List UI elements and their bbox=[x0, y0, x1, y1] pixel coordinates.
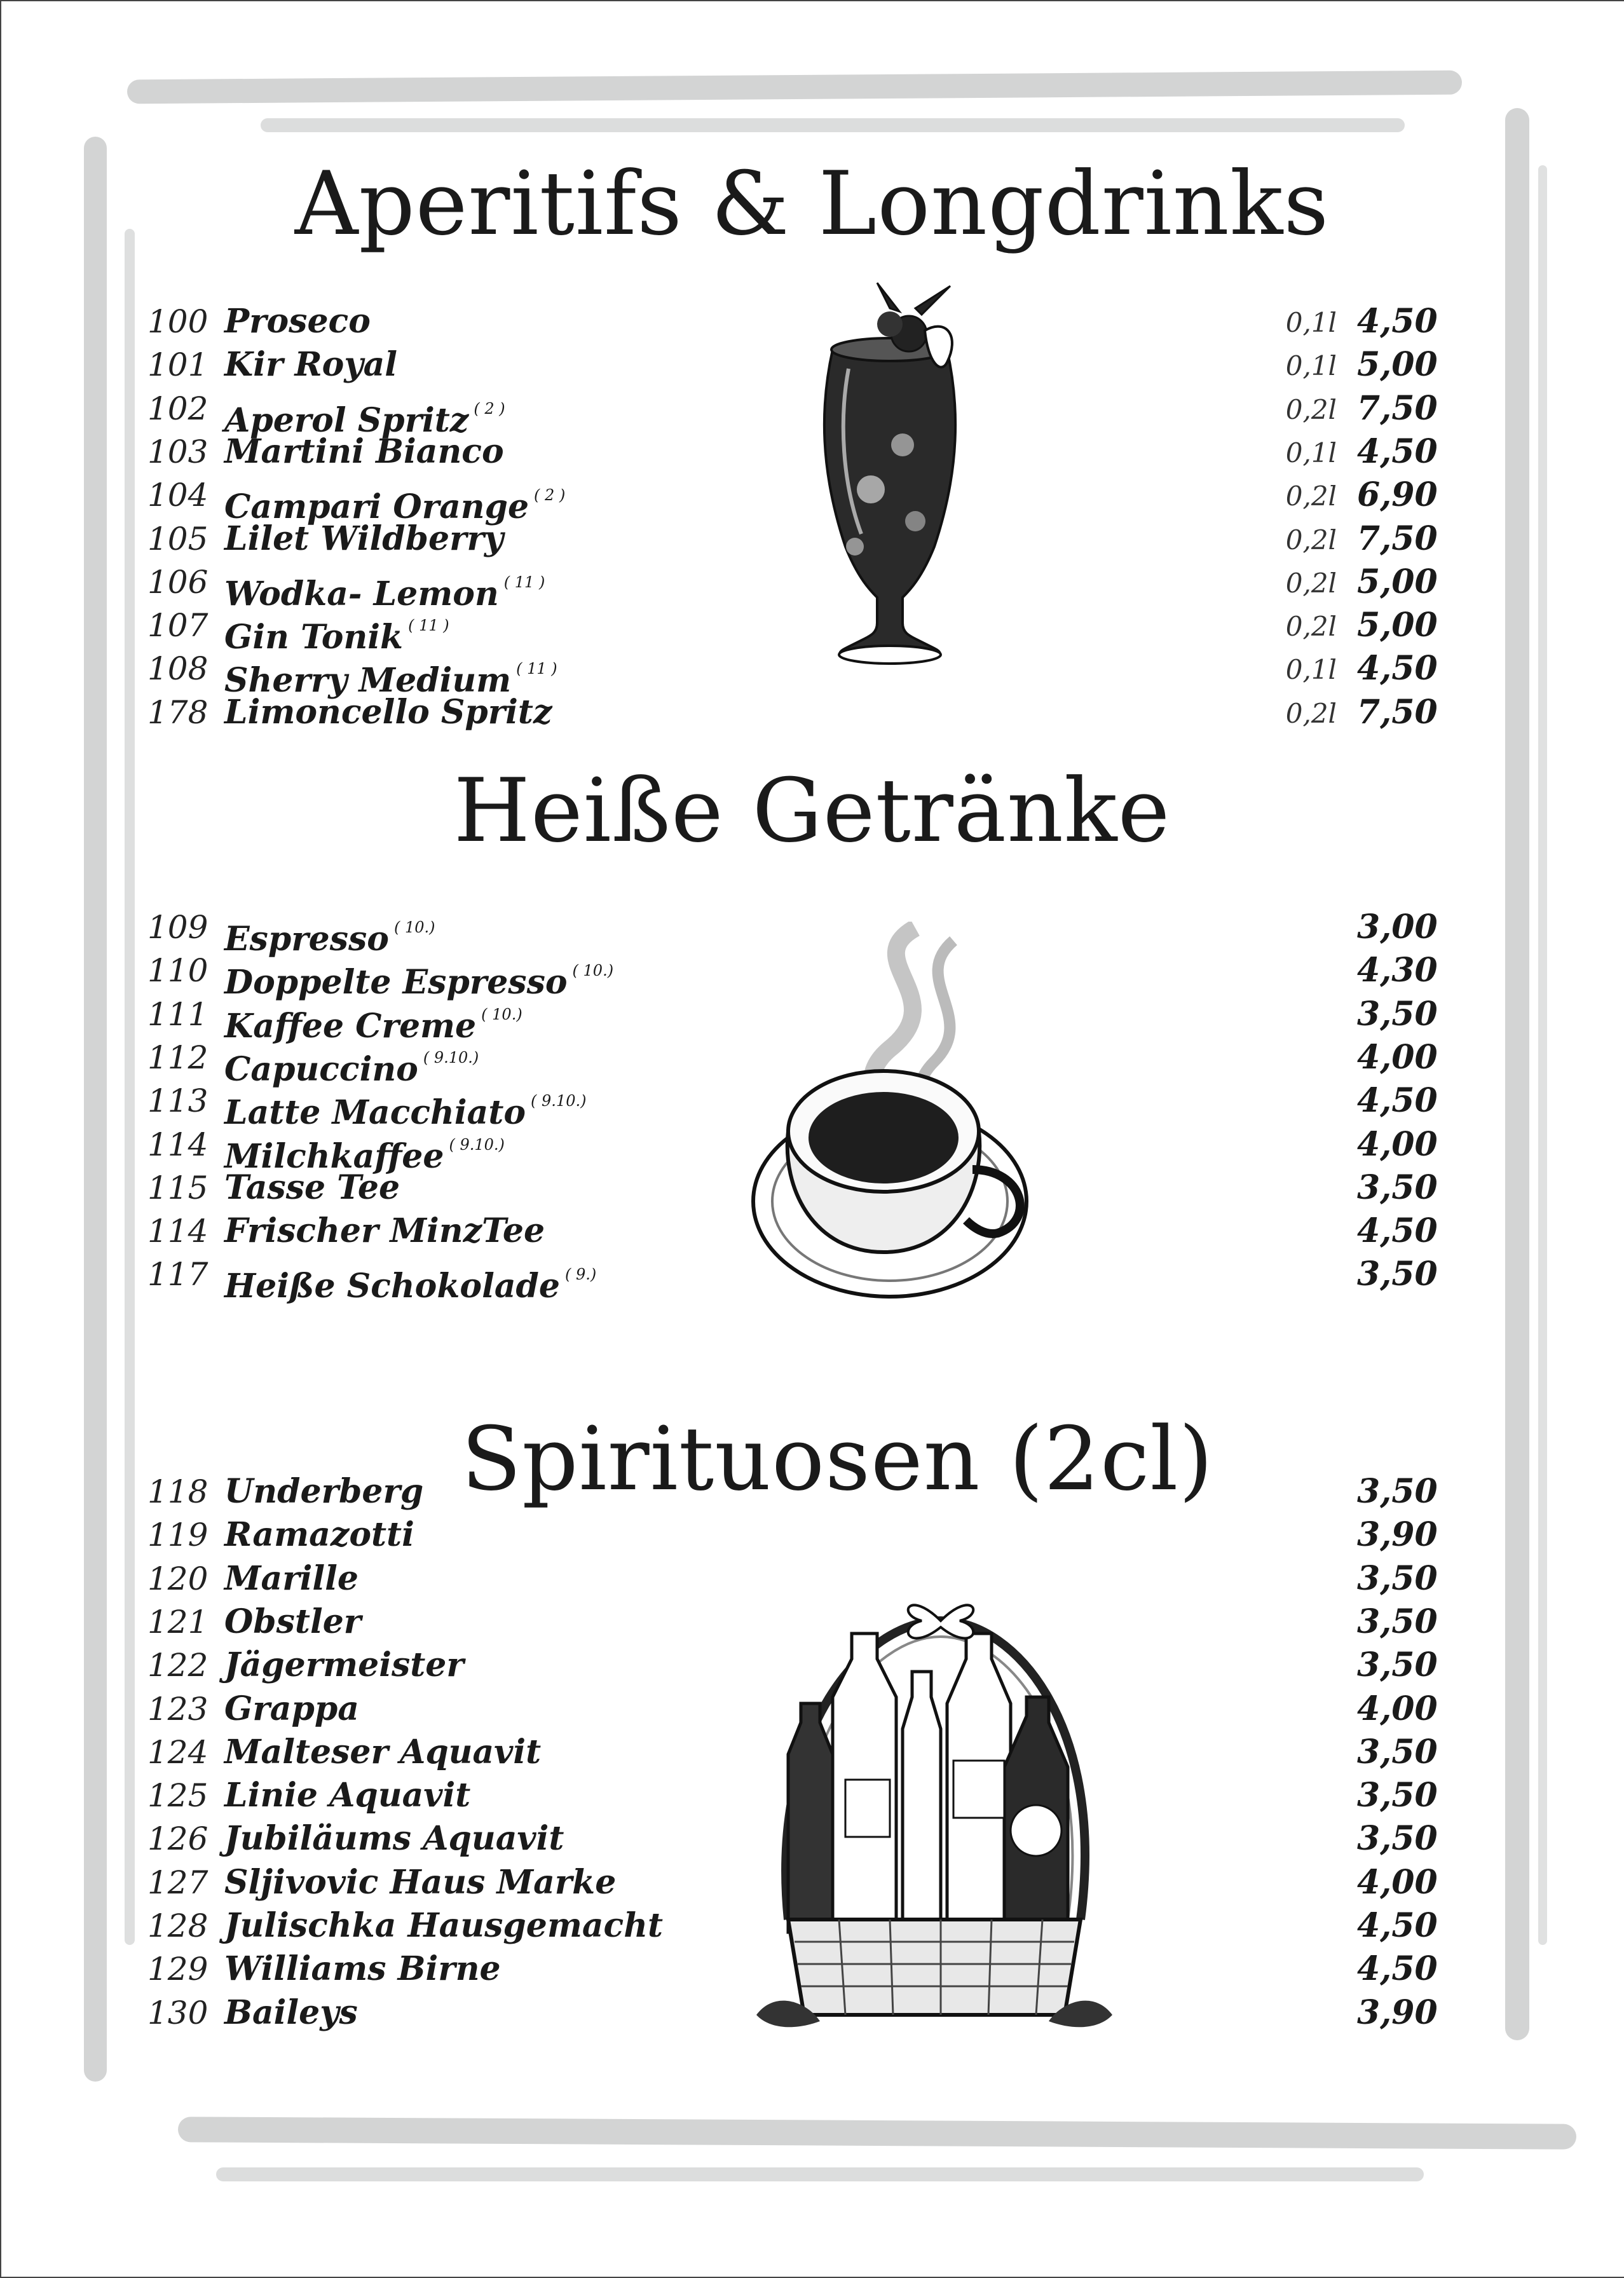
item-name-text: Latte Macchiato bbox=[224, 1093, 526, 1133]
item-name bbox=[224, 300, 371, 343]
section-title-aperitifs: Aperitifs & Longdrinks bbox=[294, 153, 1330, 255]
item-price: 3,50 bbox=[1357, 1255, 1438, 1294]
item-price: 4,50 bbox=[1357, 1081, 1438, 1121]
item-name bbox=[224, 1774, 470, 1817]
item-price: 3,50 bbox=[1357, 1646, 1438, 1685]
item-price: 4,30 bbox=[1357, 951, 1438, 990]
item-number: 103 bbox=[147, 433, 208, 470]
item-name-text: Heiße Schokolade bbox=[224, 1267, 560, 1306]
item-number: 111 bbox=[147, 995, 208, 1033]
item-number: 178 bbox=[147, 693, 208, 731]
item-name-text: Ramazotti bbox=[224, 1515, 414, 1555]
item-number: 110 bbox=[147, 952, 208, 990]
item-name-text: Sherry Medium bbox=[224, 661, 512, 700]
item-number: 114 bbox=[147, 1126, 208, 1163]
section-title-hot-drinks: Heiße Getränke bbox=[453, 760, 1171, 862]
item-name-text: Limoncello Spritz bbox=[224, 692, 552, 732]
item-price: 4,00 bbox=[1357, 1689, 1438, 1728]
item-name-text: Kaffee Creme bbox=[224, 1006, 477, 1046]
item-price: 3,50 bbox=[1357, 1472, 1438, 1511]
item-number: 122 bbox=[147, 1647, 208, 1684]
cocktail-glass-icon bbox=[795, 280, 985, 680]
item-number: 115 bbox=[147, 1169, 208, 1206]
item-number: 119 bbox=[147, 1517, 208, 1554]
item-volume: 0,2l bbox=[1285, 567, 1337, 599]
item-number: 129 bbox=[147, 1951, 208, 1988]
item-number: 123 bbox=[147, 1690, 208, 1728]
item-price: 5,00 bbox=[1357, 562, 1438, 601]
item-number: 105 bbox=[147, 520, 208, 557]
additive-note: ( 10.) bbox=[481, 1005, 522, 1023]
item-name-text: Julischka Hausgemacht bbox=[224, 1906, 664, 1945]
item-name-text: Gin Tonik bbox=[224, 618, 404, 657]
item-price: 4,50 bbox=[1357, 1949, 1438, 1989]
item-number: 114 bbox=[147, 1213, 208, 1250]
item-volume: 0,2l bbox=[1285, 393, 1337, 425]
item-price: 4,50 bbox=[1357, 432, 1438, 471]
item-name bbox=[224, 1513, 414, 1557]
item-name bbox=[224, 1644, 464, 1687]
item-number: 112 bbox=[147, 1039, 208, 1076]
item-volume: 0,1l bbox=[1285, 437, 1337, 468]
item-price: 3,50 bbox=[1357, 1558, 1438, 1598]
item-number: 106 bbox=[147, 563, 208, 601]
additive-note: ( 11 ) bbox=[516, 660, 557, 678]
item-price: 3,90 bbox=[1357, 1515, 1438, 1555]
coffee-cup-icon bbox=[744, 922, 1042, 1316]
item-number: 102 bbox=[147, 390, 208, 427]
item-name bbox=[224, 1947, 501, 1991]
item-name-text: Williams Birne bbox=[224, 1949, 501, 1989]
item-price: 3,50 bbox=[1357, 1732, 1438, 1771]
item-name bbox=[224, 1470, 423, 1513]
item-price: 4,50 bbox=[1357, 302, 1438, 341]
item-price: 3,50 bbox=[1357, 1819, 1438, 1859]
item-name bbox=[224, 1253, 596, 1308]
item-name-text: Grappa bbox=[224, 1689, 359, 1728]
item-price: 4,00 bbox=[1357, 1862, 1438, 1902]
additive-note: ( 10.) bbox=[572, 962, 614, 980]
item-number: 104 bbox=[147, 477, 208, 514]
item-price: 3,90 bbox=[1357, 1993, 1438, 2032]
item-price: 3,50 bbox=[1357, 1168, 1438, 1207]
item-name-text: Frischer MinzTee bbox=[224, 1211, 545, 1251]
item-name-text: Proseco bbox=[224, 302, 371, 341]
item-name bbox=[224, 1731, 541, 1774]
item-price: 4,00 bbox=[1357, 1037, 1438, 1077]
item-number: 118 bbox=[147, 1473, 208, 1510]
item-name-text: Obstler bbox=[224, 1602, 362, 1641]
item-name-text: Kir Royal bbox=[224, 345, 398, 385]
item-number: 101 bbox=[147, 346, 208, 384]
item-name-text: Jägermeister bbox=[224, 1646, 464, 1685]
item-name-text: Milchkaffee bbox=[224, 1136, 444, 1176]
item-name bbox=[224, 1166, 400, 1210]
item-price: 7,50 bbox=[1357, 388, 1438, 428]
item-name bbox=[224, 1904, 663, 1947]
item-name bbox=[224, 1600, 361, 1644]
additive-note: ( 11 ) bbox=[503, 573, 545, 591]
item-name bbox=[224, 1817, 564, 1860]
additive-note: ( 2 ) bbox=[474, 399, 505, 418]
item-number: 121 bbox=[147, 1603, 208, 1640]
item-volume: 0,2l bbox=[1285, 611, 1337, 643]
item-name bbox=[224, 430, 504, 474]
item-number: 126 bbox=[147, 1820, 208, 1858]
item-price: 5,00 bbox=[1357, 345, 1438, 385]
item-name-text: Underberg bbox=[224, 1472, 424, 1511]
item-name bbox=[224, 1991, 358, 2035]
item-volume: 0,2l bbox=[1285, 524, 1337, 556]
additive-note: ( 10.) bbox=[393, 918, 435, 936]
item-name-text: Capuccino bbox=[224, 1049, 418, 1089]
item-name-text: Malteser Aquavit bbox=[224, 1732, 542, 1771]
item-name-text: Martini Bianco bbox=[224, 432, 504, 471]
item-price: 3,00 bbox=[1357, 908, 1438, 946]
item-name-text: Campari Orange bbox=[224, 488, 529, 527]
item-number: 117 bbox=[147, 1256, 208, 1293]
item-price: 3,50 bbox=[1357, 1776, 1438, 1815]
item-name-text: Wodka- Lemon bbox=[224, 574, 499, 613]
item-name-text: Tasse Tee bbox=[224, 1168, 400, 1207]
additive-note: ( 9.) bbox=[564, 1265, 597, 1284]
item-volume: 0,1l bbox=[1285, 350, 1337, 382]
item-name bbox=[224, 517, 503, 561]
section-title-spirits: Spirituosen (2cl) bbox=[461, 1408, 1214, 1510]
item-name bbox=[224, 1557, 358, 1600]
item-price: 4,50 bbox=[1357, 1906, 1438, 1945]
item-volume: 0,1l bbox=[1285, 307, 1337, 338]
item-price: 4,50 bbox=[1357, 1211, 1438, 1251]
item-name-text: Lilet Wildberry bbox=[224, 519, 504, 558]
item-name-text: Sljivovic Haus Marke bbox=[224, 1862, 617, 1902]
bottle-basket-icon bbox=[750, 1576, 1119, 2034]
menu-row bbox=[0, 1470, 1624, 1513]
item-name-text: Jubiläums Aquavit bbox=[224, 1819, 564, 1859]
item-volume: 0,2l bbox=[1285, 481, 1337, 512]
additive-note: ( 9.10.) bbox=[531, 1092, 587, 1110]
item-number: 108 bbox=[147, 650, 208, 688]
item-name-text: Aperol Spritz bbox=[224, 400, 469, 440]
item-price: 6,90 bbox=[1357, 475, 1438, 515]
item-number: 113 bbox=[147, 1082, 208, 1120]
item-price: 7,50 bbox=[1357, 519, 1438, 558]
item-name bbox=[224, 691, 552, 734]
item-volume: 0,1l bbox=[1285, 654, 1337, 686]
item-number: 128 bbox=[147, 1907, 208, 1944]
item-name bbox=[224, 343, 397, 386]
item-number: 100 bbox=[147, 303, 208, 340]
menu-row bbox=[0, 1513, 1624, 1557]
item-price: 4,50 bbox=[1357, 649, 1438, 688]
item-name-text: Espresso bbox=[224, 920, 389, 958]
item-name-text: Baileys bbox=[224, 1993, 358, 2032]
item-number: 127 bbox=[147, 1864, 208, 1901]
item-price: 4,00 bbox=[1357, 1124, 1438, 1164]
item-name-text: Linie Aquavit bbox=[224, 1776, 471, 1815]
additive-note: ( 9.10.) bbox=[423, 1048, 479, 1067]
item-price: 5,00 bbox=[1357, 606, 1438, 645]
item-number: 109 bbox=[147, 909, 208, 946]
item-number: 107 bbox=[147, 607, 208, 645]
item-number: 130 bbox=[147, 1994, 208, 2031]
item-name-text: Doppelte Espresso bbox=[224, 963, 568, 1002]
item-number: 125 bbox=[147, 1777, 208, 1815]
item-volume: 0,2l bbox=[1285, 697, 1337, 729]
item-number: 124 bbox=[147, 1733, 208, 1771]
item-name bbox=[224, 1688, 359, 1731]
item-name-text: Marille bbox=[224, 1558, 358, 1598]
menu-row bbox=[0, 691, 1624, 734]
item-number: 120 bbox=[147, 1560, 208, 1597]
item-price: 3,50 bbox=[1357, 994, 1438, 1033]
additive-note: ( 2 ) bbox=[534, 486, 566, 505]
item-name bbox=[224, 1210, 545, 1253]
additive-note: ( 11 ) bbox=[408, 617, 449, 635]
item-name bbox=[224, 1861, 616, 1904]
additive-note: ( 9.10.) bbox=[449, 1135, 505, 1154]
item-price: 7,50 bbox=[1357, 692, 1438, 732]
item-price: 3,50 bbox=[1357, 1602, 1438, 1641]
